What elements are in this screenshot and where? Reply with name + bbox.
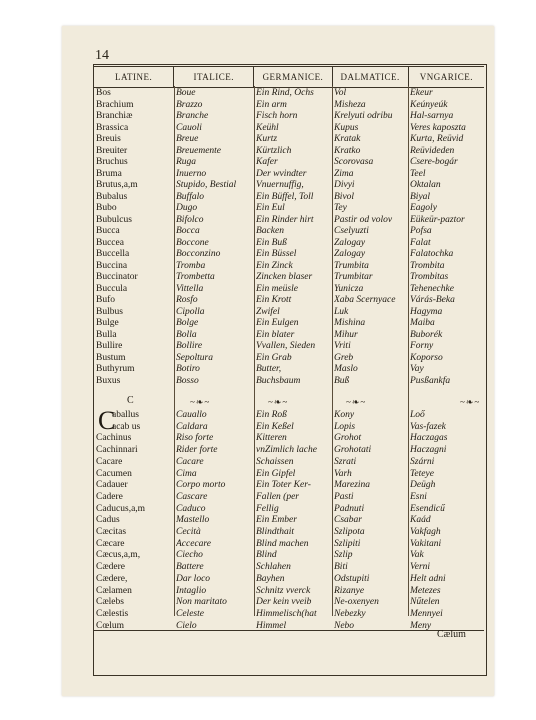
- latin-term: Bulbus: [96, 306, 123, 317]
- latin-term: Cæcare: [96, 538, 125, 549]
- italian-term: Cauallo: [176, 410, 207, 420]
- german-term: Ein Büssel: [256, 249, 297, 259]
- italian-term: Celeste: [176, 608, 204, 619]
- latin-term: Bubo: [96, 203, 117, 213]
- german-term: Bayhen: [256, 573, 285, 584]
- italian-term: Breuemente: [176, 145, 222, 156]
- hungarian-term: Teel: [410, 168, 426, 179]
- hungarian-term: Eagoly: [410, 203, 437, 213]
- dalmatian-term: Kupus: [334, 122, 359, 133]
- latin-term: Cadauer: [96, 480, 128, 491]
- german-term: Zincken blaser: [256, 272, 313, 282]
- latin-term: Cælestis: [96, 608, 129, 619]
- hungarian-term: Teteye: [410, 468, 434, 479]
- hungarian-term: Vak: [410, 550, 424, 561]
- dalmatian-term: Padnuti: [334, 503, 365, 514]
- hungarian-term: Ekeur: [410, 88, 433, 98]
- dalmatian-term: Divyi: [334, 180, 355, 190]
- german-term: Ein Keßel: [256, 421, 294, 432]
- latin-term: Cacare: [96, 456, 123, 467]
- latin-term: Buccina: [96, 260, 128, 271]
- italian-term: Cacare: [176, 456, 204, 467]
- hungarian-term: Reüvideden: [410, 145, 455, 156]
- dalmatian-term: Mihur: [334, 329, 358, 340]
- latin-term: Buccea: [96, 237, 124, 248]
- column-header-german: GERMANICE.: [254, 67, 332, 87]
- german-term: Kürtzlich: [256, 145, 292, 156]
- dalmatian-term: Grohot: [334, 433, 362, 444]
- german-term: Ein Roß: [256, 410, 287, 420]
- dalmatian-term: Vol: [334, 88, 347, 98]
- bottom-rule: [94, 630, 484, 631]
- italian-term: Bocca: [176, 226, 200, 236]
- hungarian-term: Vay: [410, 364, 424, 374]
- hungarian-term: Hal-sarnya: [410, 111, 454, 121]
- hungarian-term: Nűtelen: [410, 597, 440, 608]
- ornament: ~❧~: [190, 397, 211, 407]
- dalmatian-term: Kratko: [334, 145, 361, 156]
- latin-term: Cacumen: [96, 468, 132, 479]
- dalmatian-term: Kratak: [334, 134, 361, 144]
- german-term: Der kein vveib: [256, 597, 312, 608]
- latin-term: Cælebs: [96, 597, 124, 608]
- german-term: Der wvindter: [256, 168, 307, 179]
- dalmatian-term: Pastir od volov: [334, 214, 393, 225]
- hungarian-term: Haczagas: [410, 433, 448, 444]
- german-term: Ein Zinck: [256, 260, 293, 271]
- italian-term: Riso forte: [176, 433, 214, 444]
- german-term: Ein Rind, Ochs: [256, 88, 314, 98]
- dalmatian-term: Lopis: [334, 421, 356, 432]
- hungarian-term: Várás-Beka: [410, 295, 455, 305]
- hungarian-term: Loő: [410, 410, 425, 420]
- german-term: Ein meüsle: [256, 283, 298, 294]
- latin-term: Bubalus: [96, 191, 128, 202]
- italian-term: Intaglio: [176, 585, 207, 596]
- latin-term: Bos: [96, 88, 111, 98]
- hungarian-term: Deügh: [410, 480, 436, 491]
- italian-term: Dar loco: [176, 573, 211, 584]
- table-row: [0, 375, 536, 388]
- catchword: Cælum: [437, 629, 466, 640]
- dalmatian-term: Vriti: [334, 341, 351, 351]
- german-term: Ein arm: [256, 99, 287, 110]
- italian-term: Bifolco: [176, 214, 204, 225]
- dalmatian-term: Varh: [334, 468, 352, 479]
- dalmatian-term: Zima: [334, 168, 354, 179]
- italian-term: Inuerno: [176, 168, 207, 179]
- german-term: Fisch horn: [256, 111, 298, 121]
- italian-term: Battere: [176, 562, 204, 573]
- italian-term: Botiro: [176, 364, 200, 374]
- hungarian-term: Trombita: [410, 260, 445, 271]
- hungarian-term: Eükeür-paztor: [410, 214, 465, 225]
- section-letter: C: [127, 395, 134, 406]
- hungarian-term: Csere-bogár: [410, 157, 458, 167]
- german-term: Ein Buß: [256, 237, 287, 248]
- german-term: Vnuernuffig,: [256, 180, 304, 190]
- german-term: Kurtz: [256, 134, 278, 144]
- german-term: Schlahen: [256, 562, 291, 573]
- german-term: Butter,: [256, 364, 282, 374]
- latin-term: Cœlum: [96, 620, 124, 631]
- latin-term: Brassica: [96, 122, 129, 133]
- italian-term: Accecare: [176, 538, 211, 549]
- german-term: Ein Eulgen: [256, 318, 299, 328]
- italian-term: Non maritato: [176, 597, 227, 608]
- hungarian-term: Oktalan: [410, 180, 441, 190]
- hungarian-term: Pofsa: [410, 226, 432, 236]
- latin-term: Brachium: [96, 99, 134, 110]
- italian-term: Boue: [176, 88, 196, 98]
- hungarian-term: Kaád: [410, 515, 431, 526]
- latin-term: Bruma: [96, 168, 122, 179]
- german-term: Backen: [256, 226, 284, 236]
- hungarian-term: Kurta, Reüvid: [410, 134, 464, 144]
- german-term: Buchsbaum: [256, 375, 301, 386]
- latin-term: Bruchus: [96, 157, 128, 167]
- dalmatian-term: Szlip: [334, 550, 353, 561]
- drop-cap: C: [98, 406, 116, 435]
- german-term: Keühl: [256, 122, 279, 133]
- latin-term: Cachinnari: [96, 445, 138, 456]
- italian-term: Cascare: [176, 491, 208, 502]
- latin-term: Buccula: [96, 283, 128, 294]
- dalmatian-term: Zalogay: [334, 249, 366, 259]
- latin-term: Caducus,a,m: [96, 503, 146, 514]
- column-header-dalmatian: DALMATICE.: [333, 67, 409, 87]
- dalmatian-term: Biti: [334, 562, 348, 573]
- german-term: Himmelisch(hat: [256, 608, 317, 619]
- italian-term: Branche: [176, 111, 209, 121]
- latin-term: Bullire: [96, 341, 123, 351]
- dalmatian-term: Bivol: [334, 191, 355, 202]
- hungarian-term: Haczagni: [410, 445, 447, 456]
- hungarian-term: Trombitas: [410, 272, 449, 282]
- italian-term: Corpo morto: [176, 480, 226, 491]
- latin-term: Cadus: [96, 515, 120, 526]
- dalmatian-term: Szlipota: [334, 527, 365, 537]
- dalmatian-term: Nebezky: [334, 608, 366, 619]
- latin-term: Bulge: [96, 318, 119, 328]
- dalmatian-term: Szrati: [334, 456, 357, 467]
- german-term: Ein Ember: [256, 515, 297, 526]
- hungarian-term: Meny: [410, 620, 432, 631]
- hungarian-term: Buborék: [410, 329, 443, 340]
- dalmatian-term: Luk: [334, 306, 349, 317]
- ornament: ~❧~: [460, 397, 481, 407]
- dalmatian-term: Odstupiti: [334, 573, 370, 584]
- ornament: ~❧~: [268, 397, 289, 407]
- dalmatian-term: Grohotati: [334, 445, 372, 456]
- hungarian-term: Metezes: [410, 585, 441, 596]
- dalmatian-term: Scorovasa: [334, 157, 374, 167]
- italian-term: Bolge: [176, 318, 199, 328]
- italian-term: Stupido, Bestial: [176, 180, 237, 190]
- italian-term: Buffalo: [176, 191, 204, 202]
- italian-term: Bollire: [176, 341, 203, 351]
- italian-term: Tromba: [176, 260, 206, 271]
- latin-term: Bustum: [96, 352, 126, 363]
- latin-term: Cæcus,a,m,: [96, 550, 141, 561]
- italian-term: Brazzo: [176, 99, 203, 110]
- hungarian-term: Mennyei: [410, 608, 443, 619]
- hungarian-term: Veres kaposzta: [410, 122, 466, 133]
- german-term: Fallen (per: [256, 491, 300, 502]
- hungarian-term: Forny: [410, 341, 434, 351]
- latin-term: Cachinus: [96, 433, 132, 444]
- hungarian-term: Pusßankfa: [410, 375, 451, 386]
- hungarian-term: Esni: [410, 491, 427, 502]
- german-term: Ein blater: [256, 329, 295, 340]
- italian-term: Caldara: [176, 421, 208, 432]
- latin-term: Buthyrum: [96, 364, 135, 374]
- column-header-italian: ITALICE.: [174, 67, 254, 87]
- hungarian-term: Vas-fazek: [410, 421, 446, 432]
- italian-term: Caduco: [176, 503, 206, 514]
- latin-term: Cadere: [96, 491, 123, 502]
- italian-term: Sepoltura: [176, 352, 213, 363]
- latin-term: Breuiter: [96, 145, 128, 156]
- italian-term: Rosfo: [176, 295, 198, 305]
- italian-term: Rider forte: [176, 445, 218, 456]
- italian-term: Bocconzino: [176, 249, 221, 259]
- hungarian-term: Helt adni: [410, 573, 446, 584]
- latin-term: Cædere,: [96, 573, 128, 584]
- dalmatian-term: Csabar: [334, 515, 362, 526]
- dalmatian-term: Kony: [334, 410, 355, 420]
- german-term: Blindthait: [256, 527, 294, 537]
- hungarian-term: Keúnyeúk: [410, 99, 448, 110]
- hungarian-term: Koporso: [410, 352, 443, 363]
- german-term: Fellig: [256, 503, 279, 514]
- german-term: Ein Grab: [256, 352, 292, 363]
- hungarian-term: Verni: [410, 562, 431, 573]
- latin-term: Bufo: [96, 295, 115, 305]
- latin-term: Bucca: [96, 226, 120, 236]
- italian-term: Cipolla: [176, 306, 205, 317]
- italian-term: Cauoli: [176, 122, 202, 133]
- dalmatian-term: Xaba Scernyace: [334, 295, 396, 305]
- ornament: ~❧~: [346, 397, 367, 407]
- dalmatian-term: Maslo: [334, 364, 358, 374]
- page-number: 14: [95, 48, 109, 63]
- latin-term: aballus: [112, 410, 139, 420]
- dalmatian-term: Yunicza: [334, 283, 364, 294]
- dalmatian-term: Misheza: [334, 99, 366, 110]
- german-term: Schnitz vverck: [256, 585, 311, 596]
- latin-term: Buxus: [96, 375, 121, 386]
- latin-term: Buccinator: [96, 272, 138, 282]
- german-term: Ein Rinder hirt: [256, 214, 314, 225]
- latin-term: Cæcitas: [96, 527, 127, 537]
- italian-term: Bolla: [176, 329, 197, 340]
- dalmatian-term: Cselyuzti: [334, 226, 369, 236]
- dalmatian-term: Trumbitar: [334, 272, 373, 282]
- dalmatian-term: Tey: [334, 203, 347, 213]
- italian-term: Vittella: [176, 283, 204, 294]
- hungarian-term: Tehenechke: [410, 283, 454, 294]
- german-term: Kafer: [256, 157, 278, 167]
- hungarian-term: Hagyma: [410, 306, 443, 317]
- italian-term: Mastello: [176, 515, 210, 526]
- latin-term: Cædere: [96, 562, 126, 573]
- german-term: Blind machen: [256, 538, 309, 549]
- dalmatian-term: Greb: [334, 352, 354, 363]
- hungarian-term: Szárni: [410, 456, 435, 467]
- dalmatian-term: Krelyuti odribu: [334, 111, 393, 121]
- italian-term: Ciecho: [176, 550, 203, 561]
- hungarian-term: Vakitani: [410, 538, 442, 549]
- italian-term: Cecità: [176, 527, 201, 537]
- german-term: vnZimlich lache: [256, 445, 317, 456]
- column-header-hungarian: VNGARICE.: [419, 72, 473, 82]
- column-header-row: [94, 66, 484, 88]
- german-term: Schaissen: [256, 456, 294, 467]
- german-term: Ein Krott: [256, 295, 292, 305]
- german-term: Himmel: [256, 620, 287, 631]
- dalmatian-term: Nebo: [334, 620, 355, 631]
- german-term: Vvallen, Sieden: [256, 341, 316, 351]
- italian-term: Cielo: [176, 620, 197, 631]
- latin-term: Brutus,a,m: [96, 180, 138, 190]
- dalmatian-term: Trumbita: [334, 260, 369, 271]
- column-header-latin: LATINE.: [94, 67, 174, 87]
- german-term: Kitteren: [256, 433, 287, 444]
- german-term: Ein Büffel, Toll: [256, 191, 314, 202]
- dalmatian-term: Pasti: [334, 491, 354, 502]
- latin-term: Bulla: [96, 329, 117, 340]
- dalmatian-term: Buß: [334, 375, 350, 386]
- hungarian-term: Biyal: [410, 191, 431, 202]
- dalmatian-term: Zalogay: [334, 237, 366, 248]
- german-term: Blind: [256, 550, 277, 561]
- german-term: Ein Gipfel: [256, 468, 296, 479]
- hungarian-term: Vakfagh: [410, 527, 441, 537]
- hungarian-term: Esendicű: [410, 503, 445, 514]
- italian-term: Cima: [176, 468, 197, 479]
- italian-term: Bosso: [176, 375, 199, 386]
- hungarian-term: Falat: [410, 237, 431, 248]
- german-term: Ein Toter Ker-: [256, 480, 311, 491]
- italian-term: Dugo: [176, 203, 198, 213]
- italian-term: Breue: [176, 134, 199, 144]
- italian-term: Ruga: [176, 157, 197, 167]
- latin-term: Buccella: [96, 249, 130, 259]
- latin-term: Bubulcus: [96, 214, 132, 225]
- german-term: Zwifel: [256, 306, 280, 317]
- latin-term: acab us: [112, 421, 141, 432]
- dalmatian-term: Marezina: [334, 480, 371, 491]
- dalmatian-term: Szlipiti: [334, 538, 361, 549]
- latin-term: Branchiæ: [96, 111, 133, 121]
- dalmatian-term: Rizanye: [334, 585, 365, 596]
- italian-term: Boccone: [176, 237, 209, 248]
- italian-term: Trombetta: [176, 272, 215, 282]
- dalmatian-term: Ne-oxenyen: [334, 597, 379, 608]
- hungarian-term: Falatochka: [410, 249, 454, 259]
- german-term: Ein Eul: [256, 203, 285, 213]
- latin-term: Breuis: [96, 134, 121, 144]
- dalmatian-term: Mishina: [334, 318, 366, 328]
- latin-term: Cælamen: [96, 585, 132, 596]
- hungarian-term: Maiba: [410, 318, 435, 328]
